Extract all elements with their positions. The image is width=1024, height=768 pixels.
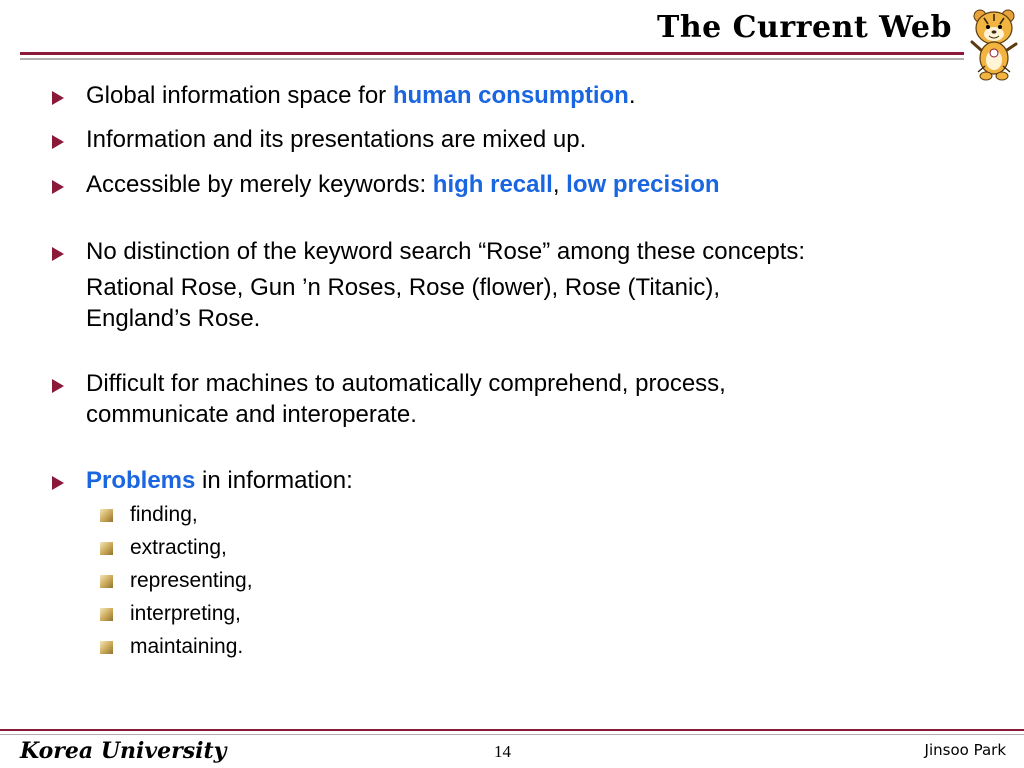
right-arrow-icon	[52, 91, 64, 105]
sub-item	[52, 597, 952, 630]
bullet-4	[52, 236, 952, 267]
bullet-text: Accessible by merely keywords:	[86, 171, 433, 198]
bullet-text: Information and its presentations are mixed up.	[86, 126, 587, 153]
footer-author: Jinsoo Park	[924, 741, 1006, 759]
bullet-5-continuation	[52, 399, 952, 430]
highlight-text: Problems	[86, 467, 196, 494]
bullet-text: in information:	[195, 467, 353, 494]
continuation-line: England’s Rose.	[86, 305, 261, 332]
slide-content	[52, 76, 952, 663]
sub-item	[52, 531, 952, 564]
bullet-text: .	[628, 82, 636, 109]
square-icon	[100, 608, 113, 621]
right-arrow-icon	[52, 476, 64, 490]
sub-item-text: extracting,	[130, 536, 227, 559]
square-icon	[100, 641, 113, 654]
sub-item-text: representing,	[130, 569, 253, 592]
right-arrow-icon	[52, 135, 64, 149]
sub-item-text: maintaining.	[130, 635, 244, 658]
sub-item-text: interpreting,	[130, 602, 241, 625]
square-icon	[100, 509, 113, 522]
sub-list	[52, 498, 952, 663]
right-arrow-icon	[52, 180, 64, 194]
bullet-text: No distinction of the keyword search “Rose” among these concepts:	[86, 238, 806, 265]
sub-item	[52, 564, 952, 597]
sub-item	[52, 498, 952, 531]
highlight-text: low precision	[566, 171, 720, 198]
bullet-3	[52, 169, 952, 200]
slide-title: The Current Web	[657, 10, 952, 45]
continuation-line: communicate and interoperate.	[86, 401, 417, 428]
bullet-text: Difficult for machines to automatically comprehend, process,	[86, 370, 726, 397]
title-underline-secondary	[20, 58, 964, 60]
page-number: 14	[494, 742, 511, 761]
footer-rule-secondary	[0, 734, 1024, 735]
bullet-5	[52, 368, 952, 399]
footer-institution: Korea University	[20, 738, 227, 764]
bullet-text: Global information space for	[86, 82, 393, 109]
bullet-2	[52, 124, 952, 155]
bullet-1	[52, 80, 952, 111]
highlight-text: high recall	[432, 171, 553, 198]
square-icon	[100, 542, 113, 555]
sub-item	[52, 630, 952, 663]
title-underline	[20, 52, 964, 55]
tiger-mascot-icon	[966, 6, 1022, 82]
right-arrow-icon	[52, 379, 64, 393]
square-icon	[100, 575, 113, 588]
highlight-text: human consumption	[392, 82, 629, 109]
bullet-text: ,	[552, 171, 567, 198]
continuation-line: Rational Rose, Gun ’n Roses, Rose (flower), Rose (Titanic),	[86, 274, 721, 301]
right-arrow-icon	[52, 247, 64, 261]
bullet-4-continuation	[52, 272, 952, 334]
bullet-6	[52, 465, 952, 496]
sub-item-text: finding,	[130, 503, 198, 526]
footer-rule	[0, 729, 1024, 731]
